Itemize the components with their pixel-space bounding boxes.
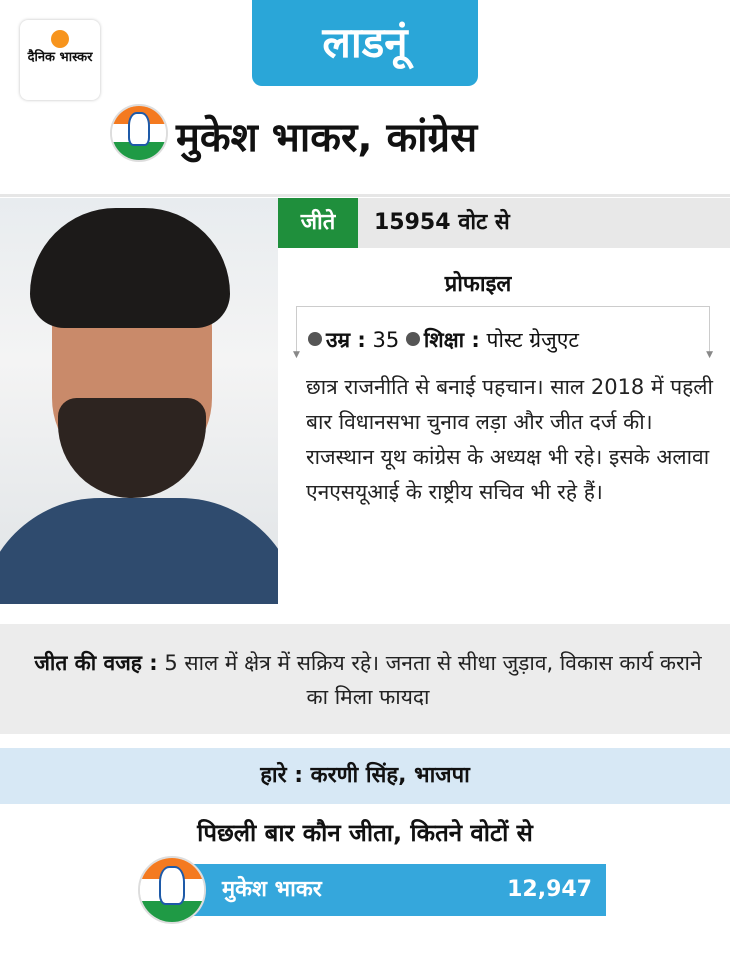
- won-label: जीते: [278, 198, 358, 248]
- age-value: 35: [372, 328, 400, 352]
- sun-dot-icon: [51, 30, 69, 48]
- congress-hand-icon: [138, 856, 206, 924]
- caret-down-icon: ▼: [706, 350, 713, 360]
- dainik-bhaskar-logo: [20, 20, 100, 100]
- previous-winner-bar: [172, 864, 606, 916]
- win-reason-label: जीत की वजह :: [34, 651, 158, 675]
- caret-down-icon: ▼: [293, 350, 300, 360]
- bullet-icon: [406, 332, 420, 346]
- education-value: पोस्ट ग्रेजुएट: [486, 328, 579, 352]
- constituency-banner: लाडनूं: [252, 0, 478, 86]
- previous-winner-name: मुकेश भाकर: [222, 877, 322, 902]
- profile-bio: छात्र राजनीति से बनाई पहचान। साल 2018 में पहली बार विधानसभा चुनाव लड़ा और जीत दर्ज की। राजस्थान यूथ कांग्रेस के अध्यक्ष भी रहे। इसके अलावा एनएसयूआई के राष्ट्रीय सचिव भी रहे हैं।: [306, 375, 713, 504]
- previous-winner-heading: पिछली बार कौन जीता, कितने वोटों से: [197, 819, 533, 847]
- profile-stats: [308, 326, 579, 354]
- logo-text: दैनिक भास्कर: [27, 50, 93, 65]
- divider: [0, 194, 730, 197]
- profile-heading: प्रोफाइल: [444, 272, 512, 297]
- win-margin: 15954 वोट से: [374, 210, 510, 235]
- education-label: शिक्षा :: [423, 328, 480, 352]
- previous-winner-votes: 12,947: [507, 877, 592, 902]
- bullet-icon: [308, 332, 322, 346]
- lost-candidate: हारे : करणी सिंह, भाजपा: [0, 748, 730, 804]
- age-label: उम्र :: [326, 328, 366, 352]
- result-row: [278, 198, 730, 248]
- win-reason-text: 5 साल में क्षेत्र में सक्रिय रहे। जनता से सीधा जुड़ाव, विकास कार्य कराने का मिला फायदा: [164, 651, 702, 709]
- congress-hand-icon: [110, 104, 168, 162]
- candidate-name: मुकेश भाकर, कांग्रेस: [176, 115, 478, 161]
- win-reason-box: [0, 624, 730, 734]
- candidate-portrait-icon: [0, 198, 278, 604]
